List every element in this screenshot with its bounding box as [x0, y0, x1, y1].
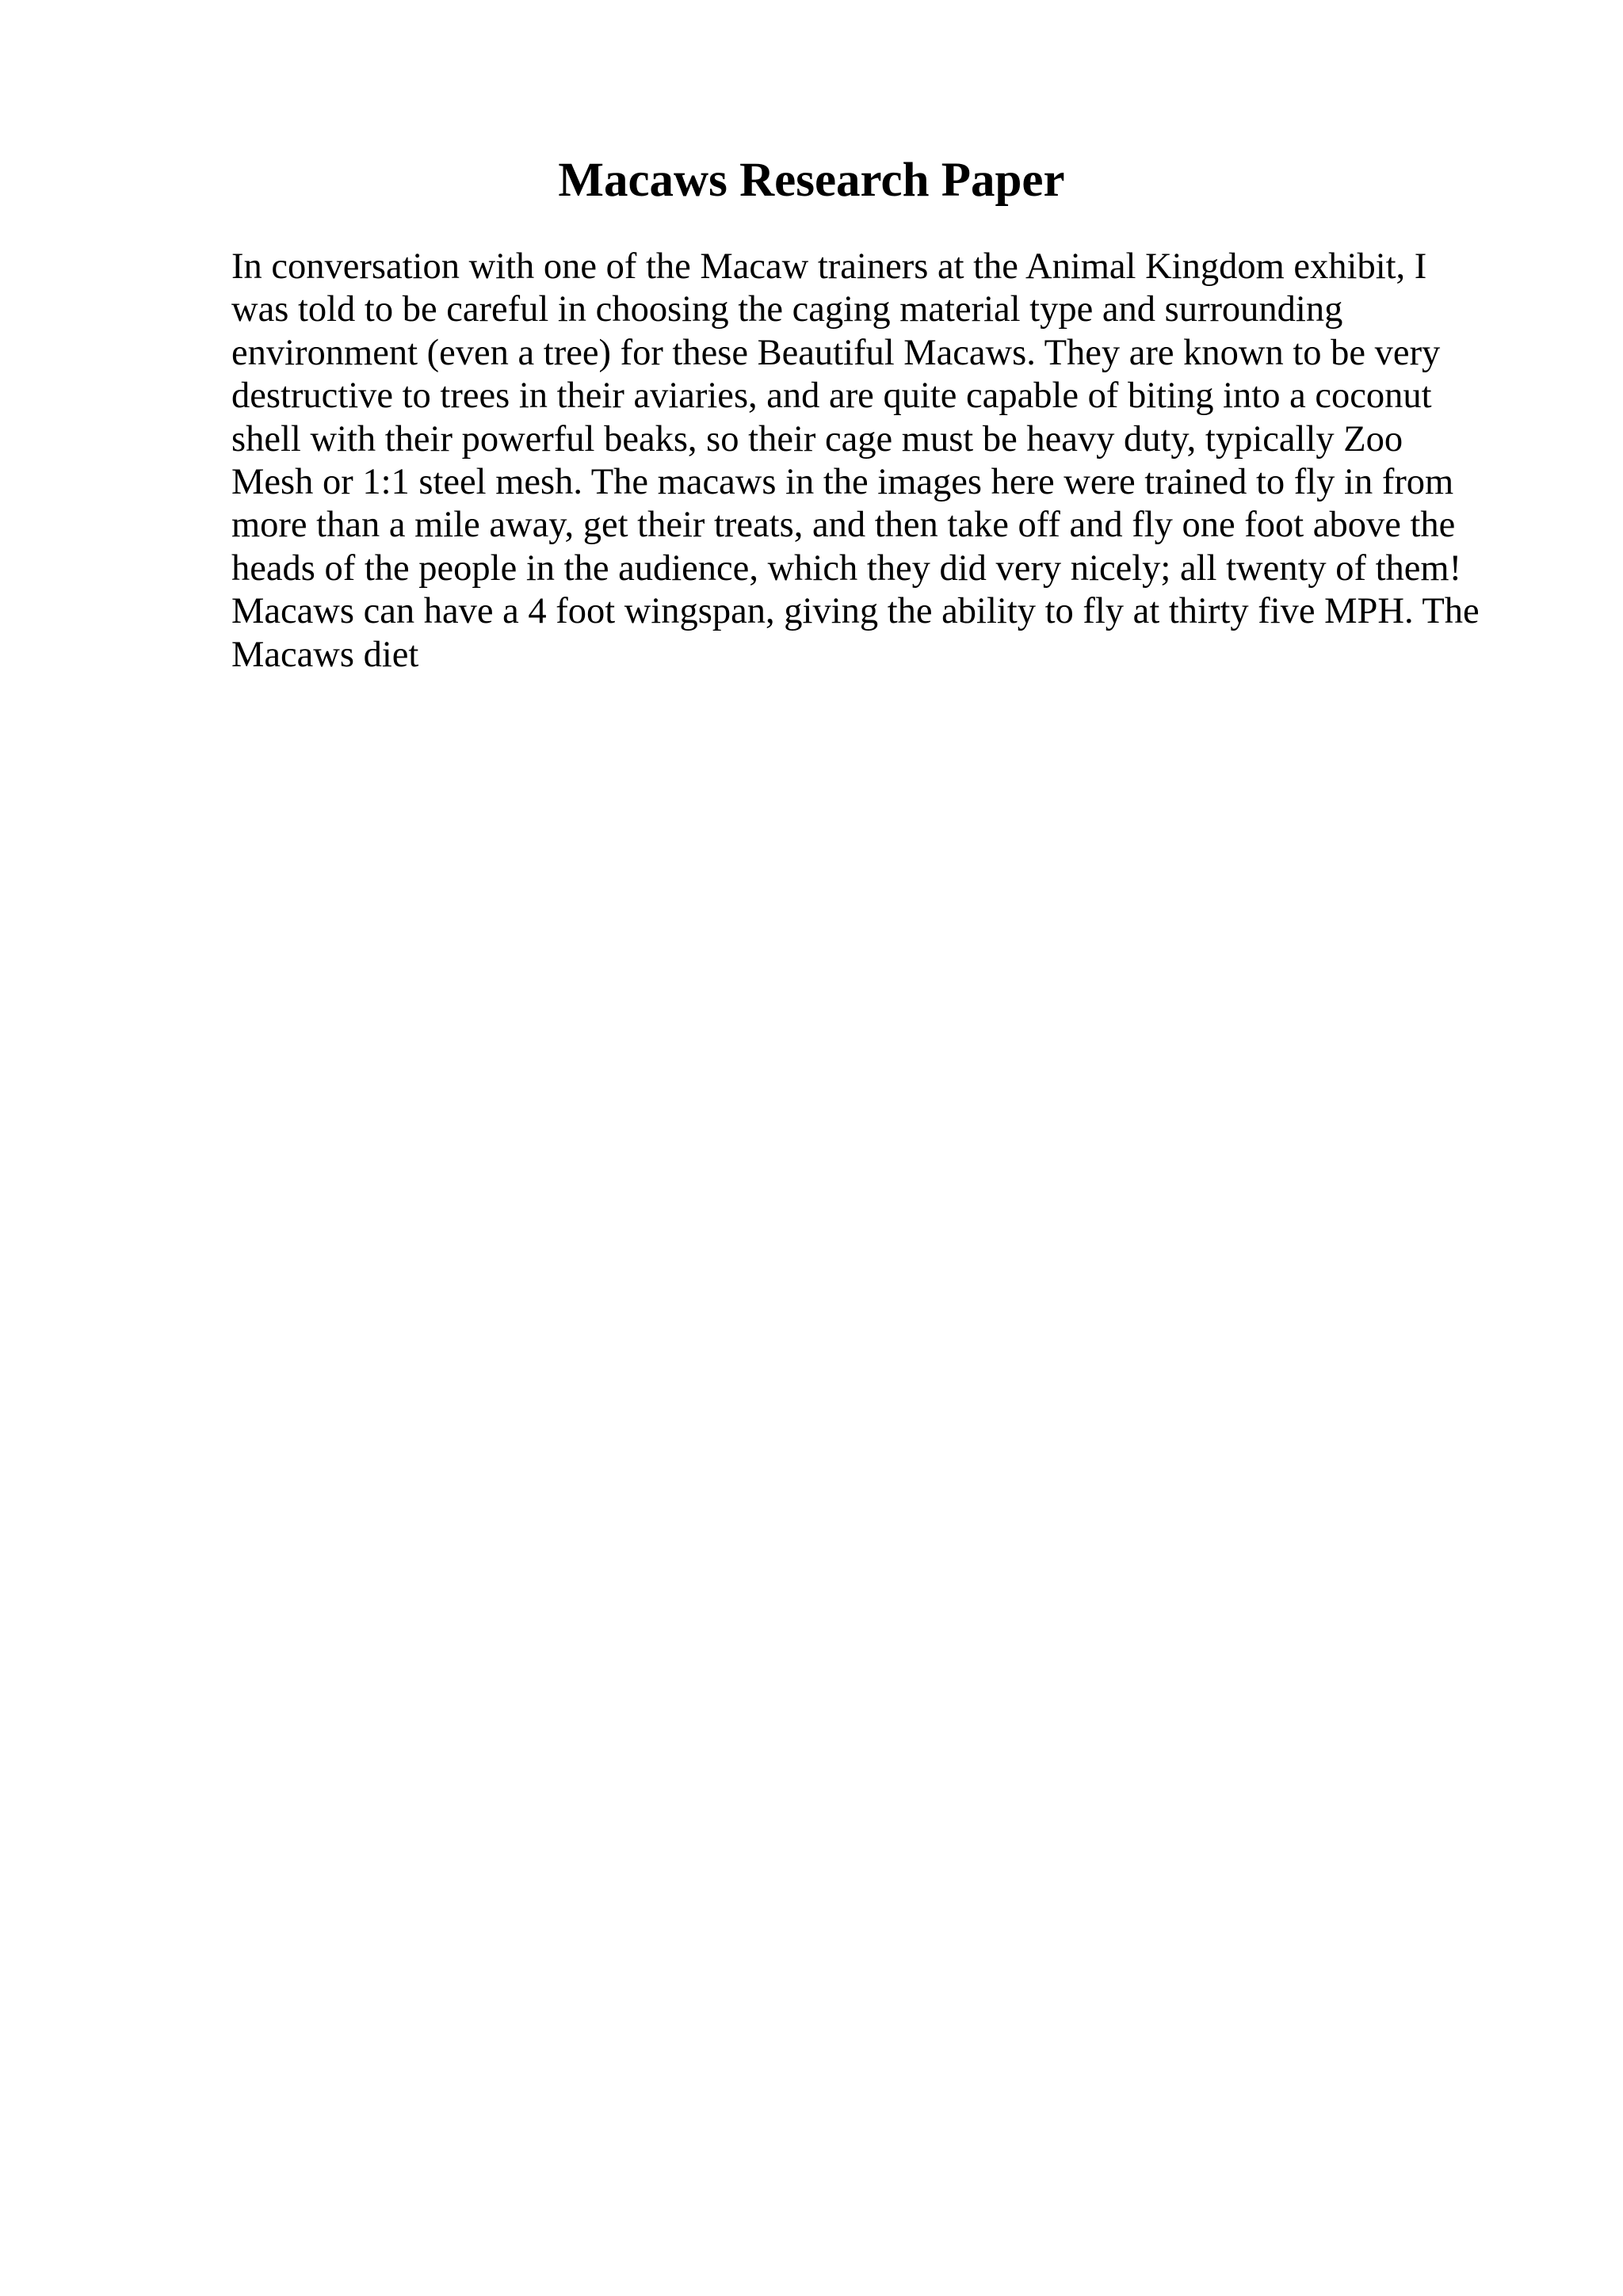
paragraph-line: environment (even a tree) for these Beautiful Macaws. They are known to be very	[231, 332, 1441, 373]
paragraph-line: Mesh or 1:1 steel mesh. The macaws in the images here were trained to fly in from	[231, 462, 1454, 503]
paragraph-line: In conversation with one of the Macaw trainers at the Animal Kingdom exhibit, I	[231, 246, 1427, 287]
paragraph-line: heads of the people in the audience, which they did very nicely; all twenty of them!	[231, 547, 1462, 589]
paragraph-line: destructive to trees in their aviaries, and are quite capable of biting into a coconut	[231, 376, 1432, 417]
paragraph-line: Macaws can have a 4 foot wingspan, giving the ability to fly at thirty five MPH. The	[231, 591, 1480, 632]
paragraph-line: more than a mile away, get their treats, and then take off and fly one foot above the	[231, 505, 1456, 546]
paragraph-line: shell with their powerful beaks, so their cage must be heavy duty, typically Zoo	[231, 418, 1403, 460]
paragraph-line: Macaws diet	[231, 634, 419, 675]
paragraph-line: was told to be careful in choosing the caging material type and surrounding	[231, 289, 1343, 330]
body-paragraph	[231, 246, 1499, 677]
document-title: Macaws Research Paper	[558, 154, 1065, 207]
